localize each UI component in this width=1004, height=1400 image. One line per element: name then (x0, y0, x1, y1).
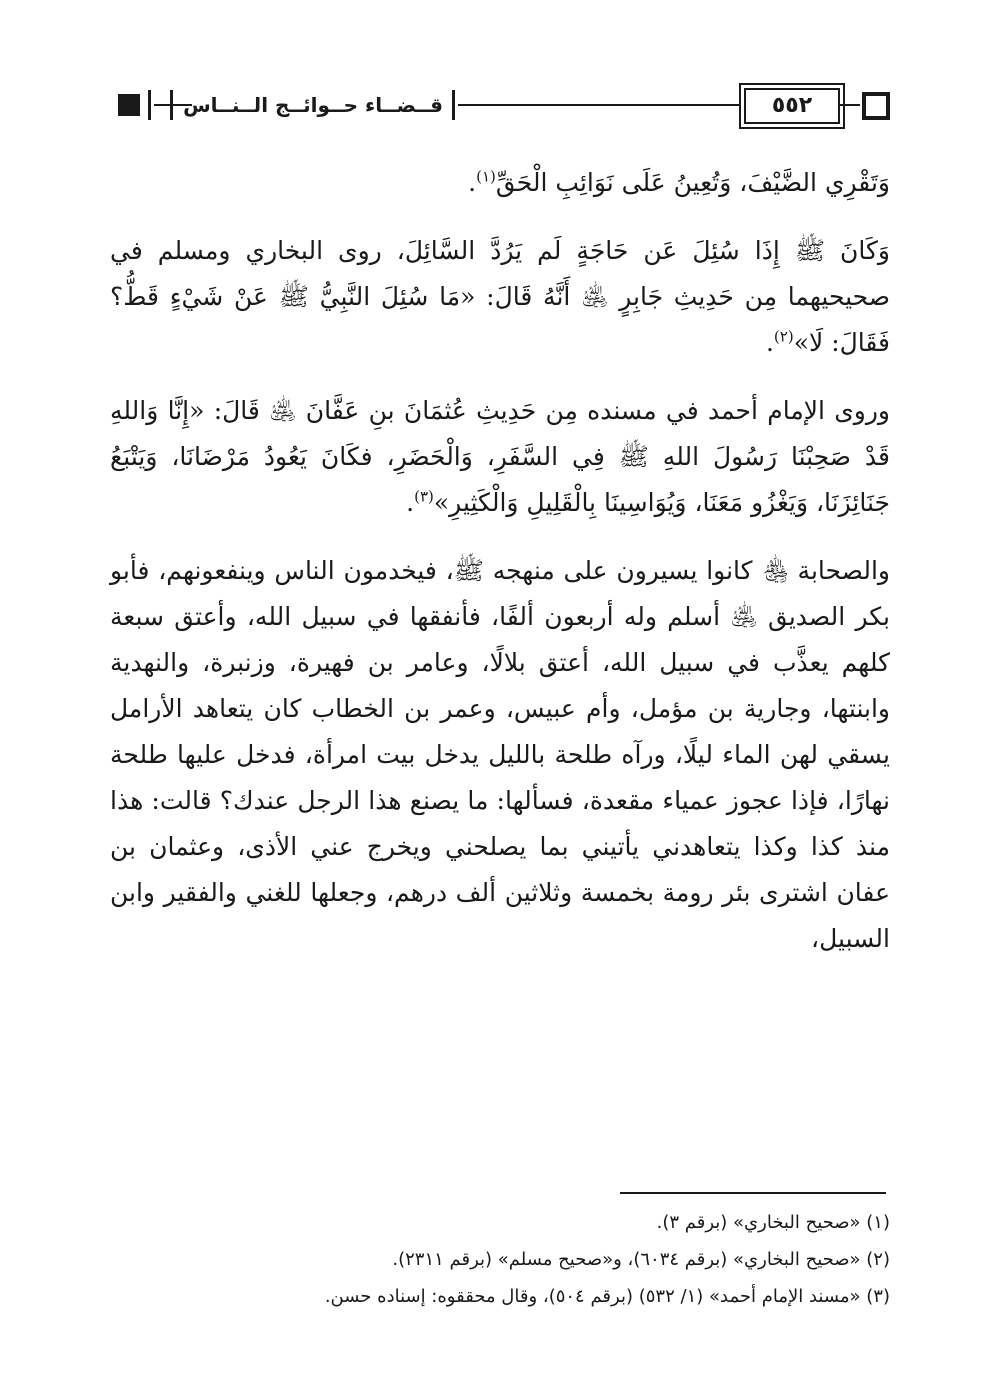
header-divider (452, 90, 455, 120)
running-header (118, 86, 888, 126)
header-divider (148, 90, 151, 120)
paragraph-text: وَكَانَ ﷺ إِذَا سُئِلَ عَن حَاجَةٍ لَم يَرُدَّ السَّائِلَ، روى البخاري ومسلم في صحيحيهما مِن حَدِيثِ جَابِرٍ ﵁ أَنَّهُ قَالَ: «مَا سُئِلَ النَّبِيُّ ﷺ عَنْ شَيْءٍ قَطُّ؟ فَقَالَ: لَا» (110, 236, 890, 357)
footnote-ref: (١) (476, 167, 496, 186)
paragraph-text: وَتَقْرِي الضَّيْفَ، وَتُعِينُ عَلَى نَوَائِبِ الْحَقِّ (495, 168, 890, 197)
paragraph-text: والصحابة ﵃ كانوا يسيرون على منهجه ﷺ، فيخدمون الناس وينفعونهم، فأبو بكر الصديق ﵁ أسلم وله أربعون ألفًا، فأنفقها في سبيل الله، وأعتق سبعة كلهم يعذَّب في سبيل الله، أعتق بلالًا، وعامر بن فهيرة، وزنبرة، والنهدية وابنتها، وجارية بن مؤمل، وأم عبيس، وعمر بن الخطاب كان يتعاهد الأرامل يسقي لهن الماء ليلًا، ورآه طلحة بالليل يدخل بيت امرأة، فدخل عليها طلحة نهارًا، فإذا عجوز عمياء مقعدة، فسألها: ما يصنع هذا الرجل عندك؟ قالت: هذا منذ كذا وكذا يتعاهدني يأتيني بما يصلحني ويخرج عني الأذى، وعثمان بن عفان اشترى بئر رومة بخمسة وثلاثين ألف درهم، وجعلها للغني والفقير وابن السبيل، (110, 556, 890, 953)
header-rule (838, 104, 860, 106)
header-ornament-left (118, 94, 140, 116)
paragraph-tail: . (765, 328, 774, 357)
running-title: قــضــاء حــوائــج الــنــاس (183, 93, 443, 117)
main-text (110, 160, 890, 962)
footnotes (110, 1204, 890, 1315)
paragraph-tail: . (406, 488, 415, 517)
footnote-3: (٣) «مسند الإمام أحمد» (١/ ٥٣٢) (برقم ٥٠٤)، وقال محققوه: إسناده حسن. (324, 1286, 890, 1307)
header-ornament-right (862, 92, 890, 120)
page-number: ٥٥٢ (744, 88, 840, 124)
footnote-ref: (٣) (414, 487, 434, 506)
paragraph-4 (110, 548, 890, 962)
footnote-separator (620, 1192, 886, 1194)
paragraph-text: وروى الإمام أحمد في مسنده مِن حَدِيثِ عُثمَانَ بنِ عَفَّانَ ﵁ قَالَ: «إِنَّا وَاللهِ قَدْ صَحِبْنَا رَسُولَ اللهِ ﷺ فِي السَّفَرِ، وَالْحَضَرِ، فكَانَ يَعُودُ مَرْضَانَا، وَيَتْبَعُ جَنَائِزَنَا، وَيَغْزُو مَعَنَا، وَيُوَاسِينَا بِالْقَلِيلِ وَالْكَثِيرِ» (110, 396, 890, 517)
header-rule (458, 104, 742, 106)
paragraph-3 (110, 388, 890, 526)
footnote-2: (٢) «صحيح البخاري» (برقم ٦٠٣٤)، و«صحيح مسلم» (برقم ٢٣١١). (392, 1249, 890, 1270)
footnote-1: (١) «صحيح البخاري» (برقم ٣). (656, 1212, 890, 1233)
footnote-ref: (٢) (773, 327, 794, 346)
paragraph-1 (110, 160, 890, 206)
header-divider (170, 90, 173, 120)
paragraph-tail: . (468, 168, 477, 197)
paragraph-2 (110, 228, 890, 366)
